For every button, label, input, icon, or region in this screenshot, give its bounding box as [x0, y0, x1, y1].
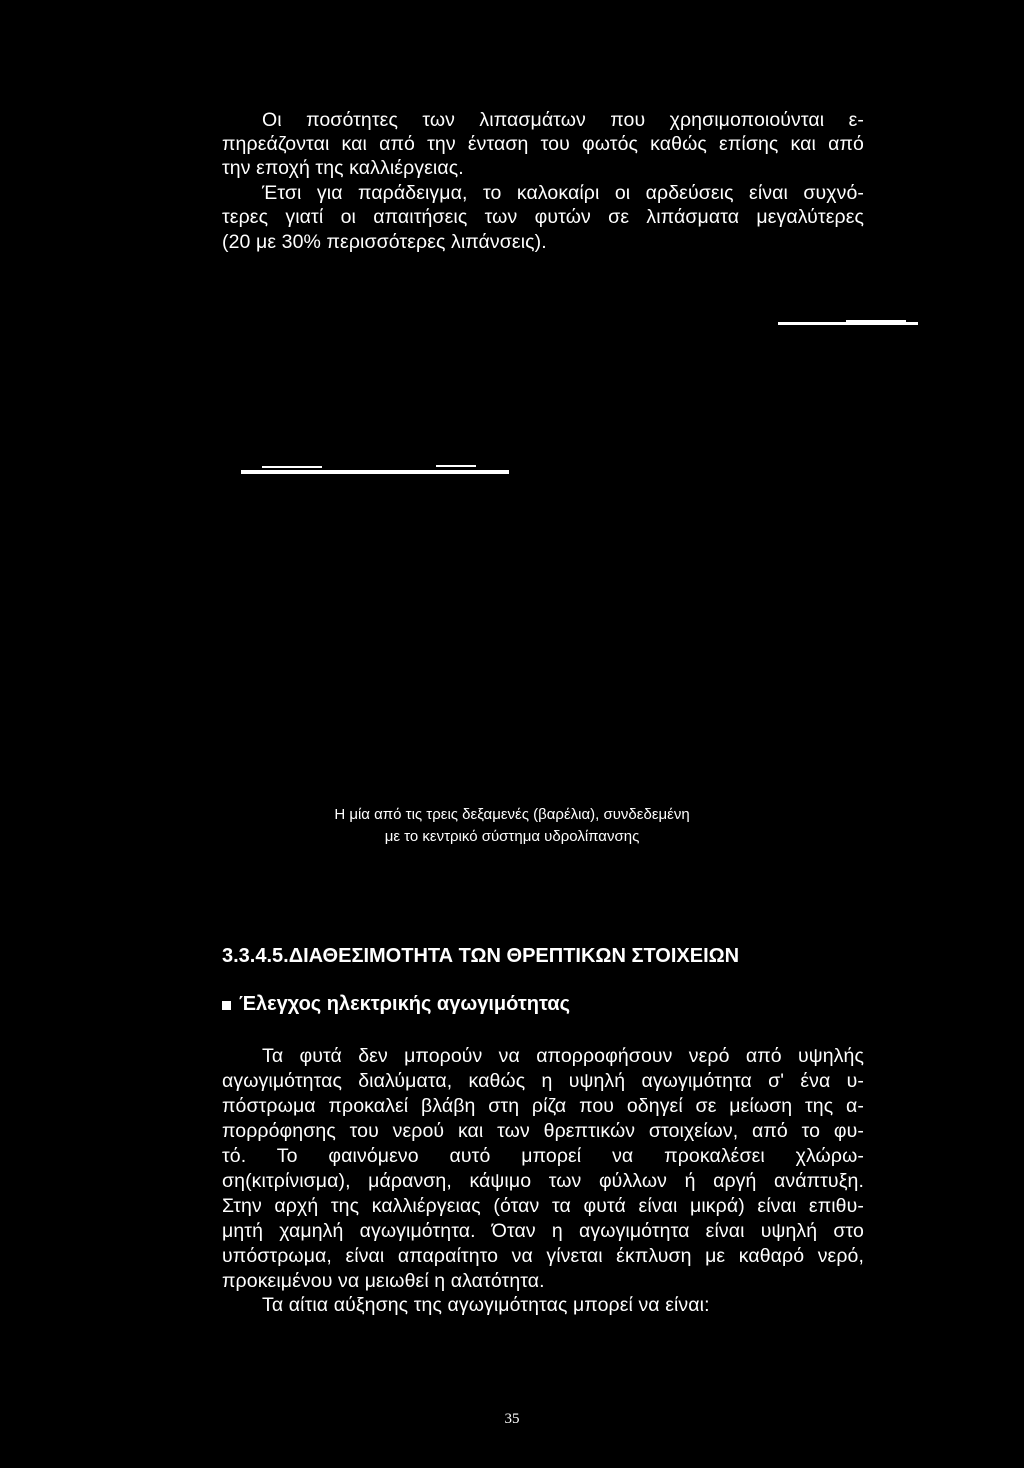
- paragraph-line: Τα αίτια αύξησης της αγωγιμότητας μπορεί να είναι:: [262, 1294, 710, 1316]
- paragraph-line: πηρεάζονται και από την ένταση του φωτός καθώς επίσης και από: [222, 133, 864, 155]
- subheading-text: Έλεγχος ηλεκτρικής αγωγιμότητας: [239, 993, 571, 1015]
- paragraph-line: Έτσι για παράδειγμα, το καλοκαίρι οι αρδεύσεις είναι συχνό-: [262, 182, 864, 204]
- scan-artifact: [778, 322, 918, 325]
- scan-artifact: [436, 465, 476, 467]
- section-heading: 3.3.4.5.ΔΙΑΘΕΣΙΜΟΤΗΤΑ ΤΩΝ ΘΡΕΠΤΙΚΩΝ ΣΤΟΙΧΕΙΩΝ: [222, 945, 740, 967]
- paragraph-line: ση(κιτρίνισμα), μάρανση, κάψιμο των φύλλων ή αργή ανάπτυξη.: [222, 1170, 864, 1192]
- paragraph-line: πόστρωμα προκαλεί βλάβη στη ρίζα που οδηγεί σε μείωση της α-: [222, 1095, 864, 1117]
- paragraph-line: την εποχή της καλλιέργειας.: [222, 157, 464, 179]
- paragraph-line: τό. Το φαινόμενο αυτό μπορεί να προκαλέσει χλώρω-: [222, 1145, 864, 1167]
- paragraph-line: προκειμένου να μειωθεί η αλατότητα.: [222, 1270, 545, 1292]
- page-number: 35: [504, 1411, 520, 1427]
- paragraph-line: Οι ποσότητες των λιπασμάτων που χρησιμοποιούνται ε-: [262, 109, 864, 131]
- paragraph-line: μητή χαμηλή αγωγιμότητα. Όταν η αγωγιμότητα είναι υψηλή στο: [222, 1220, 864, 1242]
- figure-caption-line-2: με το κεντρικό σύστημα υδρολίπανσης: [384, 828, 640, 845]
- figure-caption-line-1: Η μία από τις τρεις δεξαμενές (βαρέλια), συνδεδεμένη: [334, 806, 690, 823]
- scan-artifact: [241, 470, 509, 474]
- subheading: [222, 993, 570, 1016]
- paragraph-line: πορρόφησης του νερού και των θρεπτικών στοιχείων, από το φυ-: [222, 1120, 864, 1142]
- square-bullet-icon: [222, 1001, 231, 1010]
- paragraph-line: τερες γιατί οι απαιτήσεις των φυτών σε λιπάσματα μεγαλύτερες: [222, 206, 864, 228]
- paragraph-line: υπόστρωμα, είναι απαραίτητο να γίνεται έκπλυση με καθαρό νερό,: [222, 1245, 864, 1267]
- paragraph-line: Στην αρχή της καλλιέργειας (όταν τα φυτά είναι μικρά) είναι επιθυ-: [222, 1195, 864, 1217]
- paragraph-line: Τα φυτά δεν μπορούν να απορροφήσουν νερό από υψηλής: [262, 1045, 864, 1067]
- scan-artifact: [846, 320, 906, 322]
- paragraph-line: (20 με 30% περισσότερες λιπάνσεις).: [222, 231, 547, 253]
- scan-artifact: [262, 466, 322, 468]
- paragraph-line: αγωγιμότητας διαλύματα, καθώς η υψηλή αγωγιμότητα σ' ένα υ-: [222, 1070, 864, 1092]
